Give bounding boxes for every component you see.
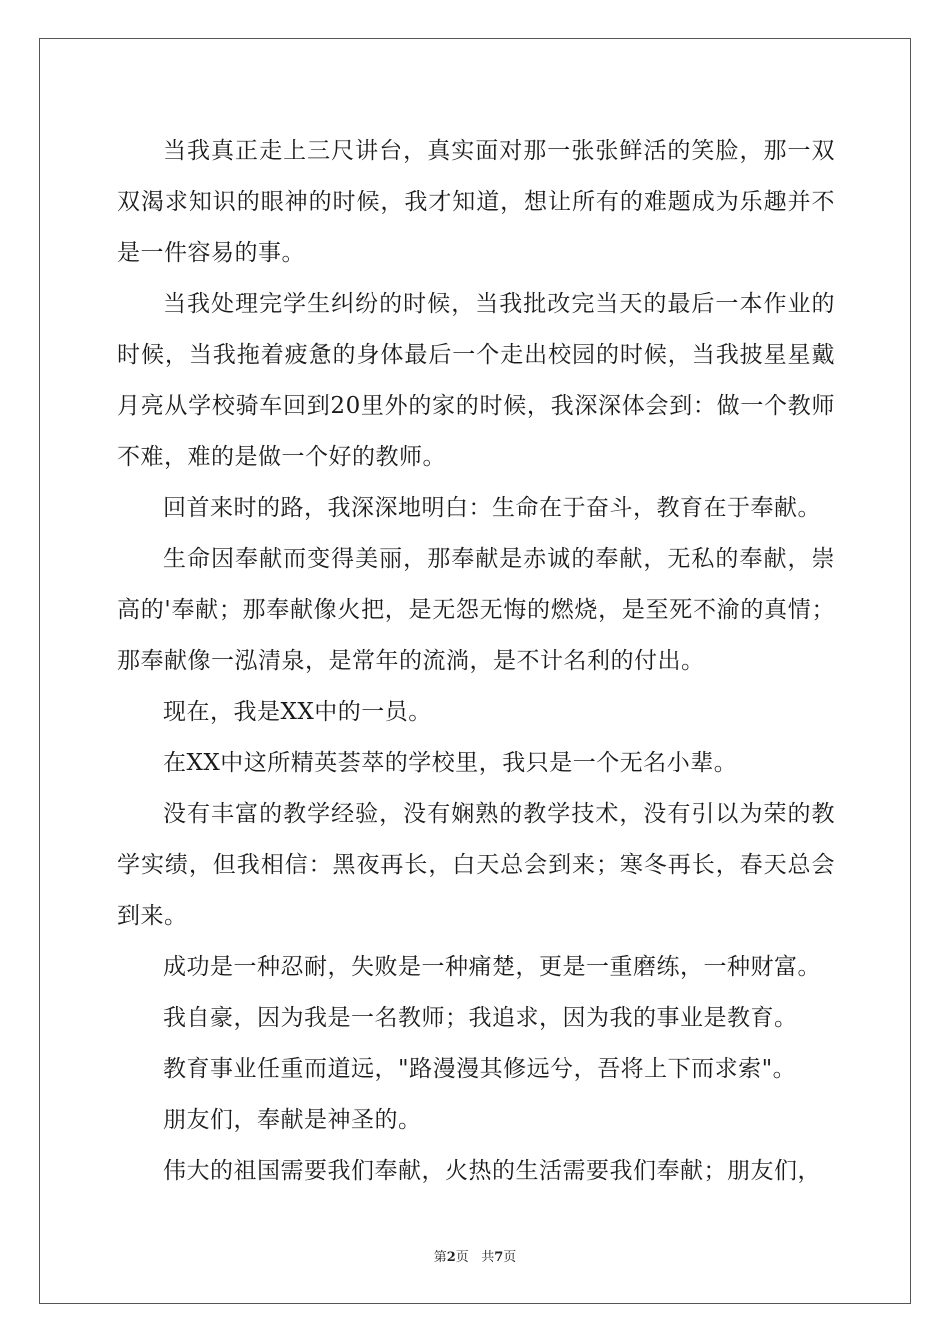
paragraph-5: 现在，我是XX中的一员。 bbox=[163, 699, 432, 725]
paragraph-8: 成功是一种忍耐，失败是一种痛楚，更是一重磨练，一种财富。 bbox=[163, 954, 821, 980]
total-prefix: 共 bbox=[481, 1250, 495, 1265]
paragraph-2: 当我处理完学生纠纷的时候，当我批改完当天的最后一本作业的时候，当我拖着疲惫的身体最后一个走出校园的时候，当我披星星戴月亮从学校骑车回到20里外的家的时候，我深深体会到：做一个教师不难，难的是做一个好的教师。 bbox=[117, 291, 835, 470]
paragraph-11: 朋友们，奉献是神圣的。 bbox=[163, 1107, 422, 1133]
paragraph-7: 没有丰富的教学经验，没有娴熟的教学技术，没有引以为荣的教学实绩，但我相信：黑夜再长，白天总会到来；寒冬再长，春天总会到来。 bbox=[117, 801, 835, 929]
page-current: 2 bbox=[446, 1250, 456, 1265]
paragraph-1: 当我真正走上三尺讲台，真实面对那一张张鲜活的笑脸，那一双双渴求知识的眼神的时候，我才知道，想让所有的难题成为乐趣并不是一件容易的事。 bbox=[117, 138, 835, 266]
paragraph-3: 回首来时的路，我深深地明白：生命在于奋斗，教育在于奉献。 bbox=[163, 495, 821, 521]
page-suffix: 页 bbox=[455, 1250, 469, 1265]
paragraph-6: 在XX中这所精英荟萃的学校里，我只是一个无名小辈。 bbox=[163, 750, 738, 776]
page-prefix: 第 bbox=[433, 1250, 447, 1265]
document-body bbox=[117, 126, 835, 1197]
paragraph-9: 我自豪，因为我是一名教师；我追求，因为我的事业是教育。 bbox=[163, 1005, 798, 1031]
page-footer bbox=[0, 1246, 950, 1265]
paragraph-12: 伟大的祖国需要我们奉献，火热的生活需要我们奉献；朋友们， bbox=[163, 1158, 821, 1184]
paragraph-4: 生命因奉献而变得美丽，那奉献是赤诚的奉献，无私的奉献，崇高的'奉献；那奉献像火把，是无怨无悔的燃烧，是至死不渝的真情；那奉献像一泓清泉，是常年的流淌，是不计名利的付出。 bbox=[117, 546, 835, 674]
paragraph-10: 教育事业任重而道远，"路漫漫其修远兮，吾将上下而求索"。 bbox=[163, 1056, 797, 1082]
page-total: 7 bbox=[494, 1250, 504, 1265]
total-suffix: 页 bbox=[503, 1250, 517, 1265]
